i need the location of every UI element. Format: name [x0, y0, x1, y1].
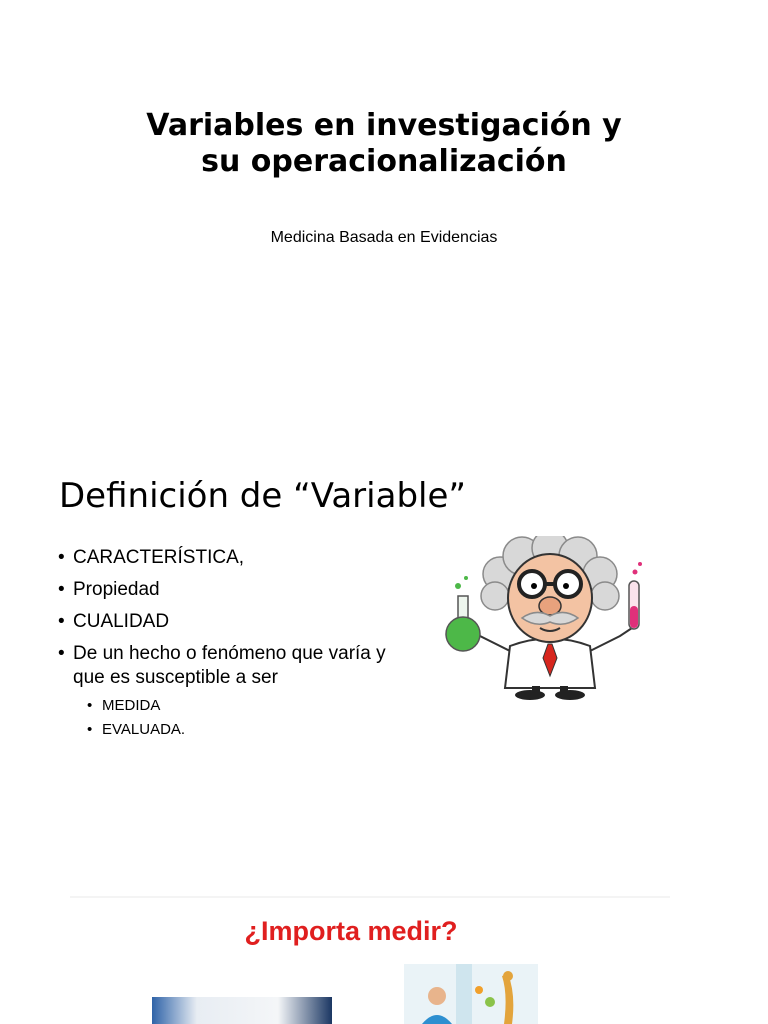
- child-height-photo: [404, 964, 538, 1024]
- slide-title: [0, 108, 768, 180]
- title-slide: [0, 0, 768, 440]
- measure-title: ¿Importa medir?: [244, 916, 458, 946]
- sub-bullet-list: [87, 694, 418, 742]
- sub-bullet-item: • EVALUADA.: [87, 718, 418, 742]
- bullet-item: • CUALIDAD: [58, 610, 418, 634]
- green-flask-icon: [446, 576, 480, 651]
- bullet-item: • CARACTERÍSTICA,: [58, 546, 418, 570]
- bullet-text: De un hecho o fenómeno que varía y que es susceptible a ser: [73, 643, 386, 688]
- doctor-photo: [152, 997, 332, 1024]
- definition-title: Definición de “Variable”: [59, 476, 467, 516]
- pink-test-tube-icon: [629, 562, 642, 629]
- measure-slide: [0, 880, 768, 1024]
- title-line-1: Variables en investigación y: [146, 108, 622, 143]
- title-line-2: su operacionalización: [201, 144, 567, 179]
- bullet-item: [58, 642, 418, 742]
- definition-slide: [0, 440, 768, 880]
- bullet-list: [58, 546, 418, 750]
- slide-subtitle: Medicina Basada en Evidencias: [270, 229, 498, 246]
- sub-bullet-item: • MEDIDA: [87, 694, 418, 718]
- bullet-item: • Propiedad: [58, 578, 418, 602]
- slide-background-strip: [70, 896, 670, 898]
- scientist-illustration: [440, 536, 660, 701]
